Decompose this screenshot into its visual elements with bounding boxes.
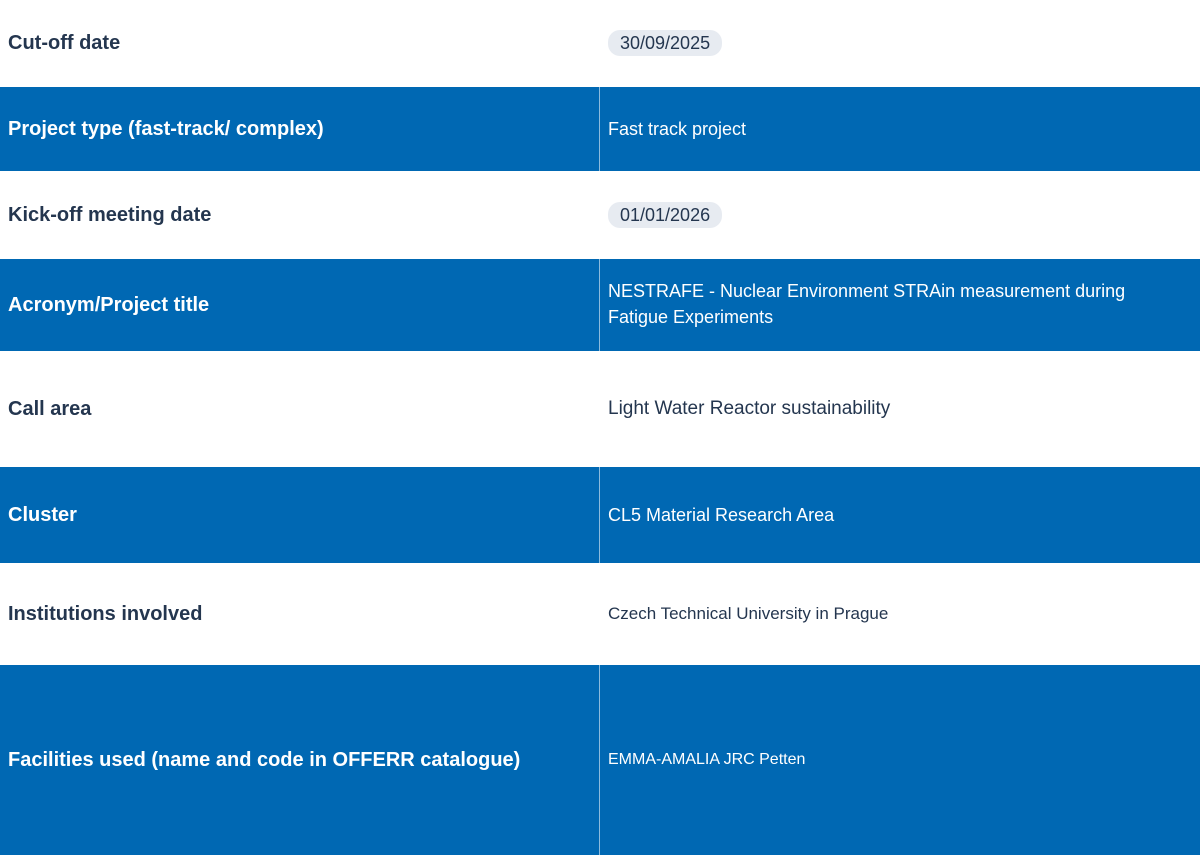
table-row-cutoff-date <box>0 0 1200 86</box>
table-row-cluster <box>0 466 1200 564</box>
value-cutoff-date-cell <box>600 0 1200 86</box>
value-cluster: CL5 Material Research Area <box>608 505 835 525</box>
value-call-area: Light Water Reactor sustainability <box>608 398 891 419</box>
label-project-title: Acronym/Project title <box>0 259 600 351</box>
table-row-facilities <box>0 664 1200 856</box>
kickoff-date-badge: 01/01/2026 <box>608 202 722 228</box>
value-kickoff-date-cell <box>600 172 1200 258</box>
table-row-institutions <box>0 564 1200 664</box>
table-row-call-area <box>0 352 1200 466</box>
value-project-title: NESTRAFE - Nuclear Environment STRAin measurement during Fatigue Experiments <box>608 281 1126 327</box>
label-project-type: Project type (fast-track/ complex) <box>0 87 600 171</box>
label-kickoff-date: Kick-off meeting date <box>8 203 212 226</box>
cutoff-date-badge: 30/09/2025 <box>608 30 722 56</box>
label-call-area: Call area <box>8 397 92 420</box>
value-project-type: Fast track project <box>608 119 747 139</box>
value-institutions: Czech Technical University in Prague <box>608 604 889 623</box>
label-institutions: Institutions involved <box>8 602 203 625</box>
value-facilities: EMMA-AMALIA JRC Petten <box>608 751 806 768</box>
table-row-kickoff-date <box>0 172 1200 258</box>
table-row-project-type <box>0 86 1200 172</box>
label-cluster: Cluster <box>0 467 600 563</box>
label-cutoff-date: Cut-off date <box>8 31 121 54</box>
table-row-project-title <box>0 258 1200 352</box>
label-facilities: Facilities used (name and code in OFFERR catalogue) <box>0 665 600 855</box>
